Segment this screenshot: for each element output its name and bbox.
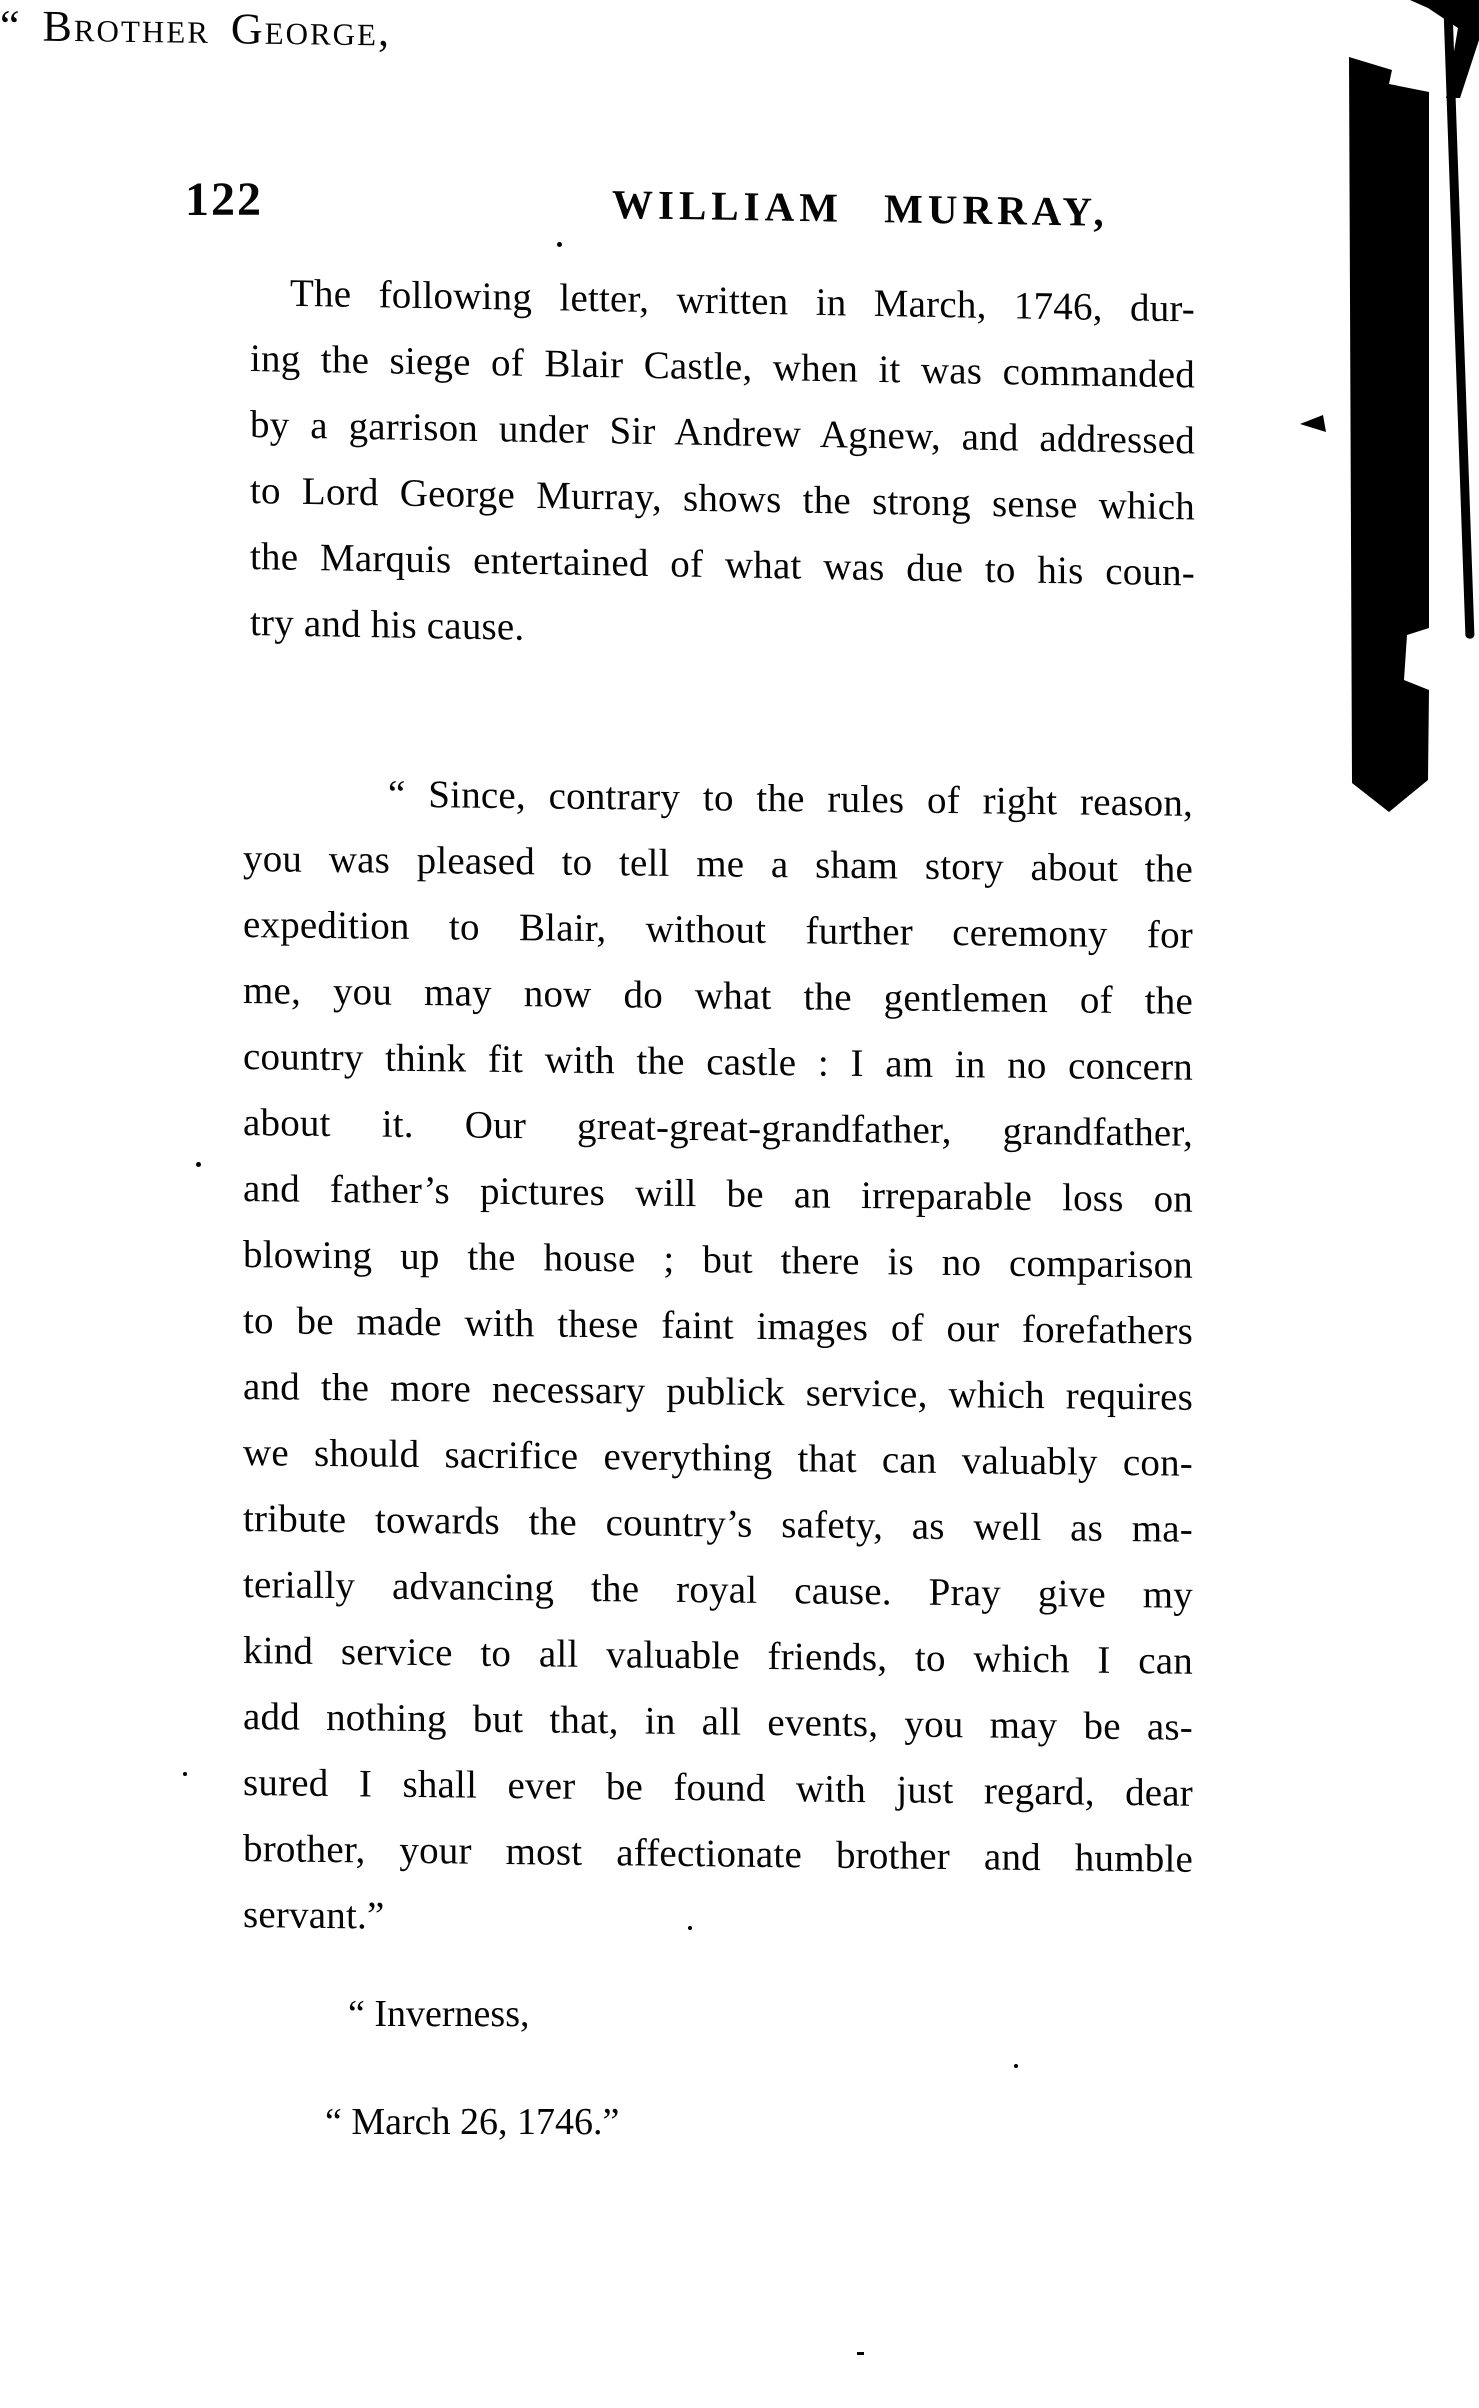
text-line: brother, your most affectionate brother and humble	[243, 1827, 1193, 1881]
text-line: to Lord George Murray, shows the strong sense which	[250, 469, 1195, 529]
text-line: and father’s pictures will be an irreparable loss on	[243, 1167, 1193, 1221]
page-number: 122	[185, 173, 263, 226]
text-line: by a garrison under Sir Andrew Agnew, and addressed	[250, 403, 1195, 463]
letter-salutation: “ Brother George,	[0, 1, 391, 56]
text-line: the Marquis entertained of what was due to his coun-	[250, 535, 1195, 595]
closing-date: “ March 26, 1746.”	[325, 2101, 620, 2143]
ink-speck	[1014, 2064, 1018, 2068]
text-line: blowing up the house ; but there is no comparison	[243, 1233, 1193, 1287]
text-line: ing the siege of Blair Castle, when it was commanded	[250, 337, 1195, 397]
letter-body	[243, 760, 1193, 1959]
ink-speck	[183, 1772, 187, 1776]
intro-paragraph	[250, 260, 1195, 672]
ink-speck	[196, 1162, 201, 1167]
text-line: country think fit with the castle : I am in no concern	[243, 1035, 1193, 1089]
text-line: to be made with these faint images of our forefathers	[243, 1299, 1193, 1353]
gutter-shadow	[1345, 50, 1435, 820]
running-header: WILLIAM MURRAY,	[612, 181, 1109, 235]
text-line: terially advancing the royal cause. Pray give my	[243, 1563, 1193, 1617]
ink-speck	[557, 242, 562, 247]
page-curl-mark	[1300, 415, 1326, 433]
text-line: kind service to all valuable friends, to which I can	[243, 1629, 1193, 1683]
text-line: me, you may now do what the gentlemen of the	[243, 969, 1193, 1023]
text-line: expedition to Blair, without further ceremony for	[243, 903, 1193, 957]
text-line: The following letter, written in March, 1746, dur-	[290, 271, 1195, 331]
text-line: and the more necessary publick service, which requires	[243, 1365, 1193, 1419]
closing-place: “ Inverness,	[348, 1993, 530, 2035]
text-line: we should sacrifice everything that can valuably con-	[243, 1431, 1193, 1485]
text-line: you was pleased to tell me a sham story about the	[243, 837, 1193, 891]
ink-speck	[857, 2352, 864, 2355]
text-line: servant.”	[243, 1893, 385, 1938]
text-line: “ Since, contrary to the rules of right reason,	[388, 772, 1193, 825]
text-line: about it. Our great-great-grandfather, grandfather,	[243, 1101, 1193, 1155]
text-line: try and his cause.	[250, 601, 525, 649]
text-line: add nothing but that, in all events, you may be as-	[243, 1695, 1193, 1749]
ink-speck	[688, 1926, 692, 1930]
text-line: sured I shall ever be found with just regard, dear	[243, 1761, 1193, 1815]
text-line: tribute towards the country’s safety, as well as ma-	[243, 1497, 1193, 1551]
